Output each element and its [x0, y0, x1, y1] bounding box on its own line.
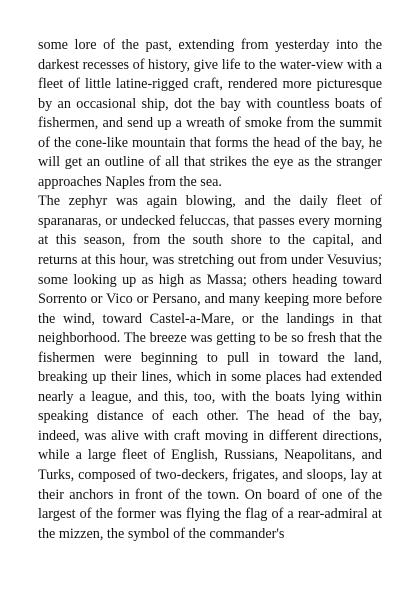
paragraph-1: some lore of the past, extending from yesterday into the darkest recesses of history, give life to the water-view with a fleet of little latine-rigged craft, rendered more picturesque by an occasional ship, dot the bay with countless boats of fishermen, and send up a wreath of smoke from the summit of the cone-like mountain that forms the head of the bay, he will get an outline of all that strikes the eye as the stranger approaches Naples from the sea. — [38, 37, 382, 190]
paragraph-2: The zephyr was again blowing, and the daily fleet of sparanaras, or undecked feluccas, that passes every morning at this season, from the south shore to the capital, and returns at this hour, was stretching out from under Vesuvius; some looking up as high as Massa; others heading toward Sorrento or Vico or Persano, and many keeping more before the wind, toward Castel-a-Mare, or the landings in that neighborhood. The breeze was getting to be so fresh that the fishermen were beginning to pull in toward the land, breaking up their lines, which in some places had extended nearly a league, and this, too, with the boats lying within speaking distance of each other. The head of the bay, indeed, was alive with craft moving in different directions, while a large fleet of English, Russians, Neapolitans, and Turks, composed of two-deckers, frigates, and sloops, lay at their anchors in front of the town. On board of one of the largest of the former was flying the flag of a rear-admiral at the mizzen, the symbol of the commander's — [38, 193, 382, 542]
page-text-block — [38, 36, 382, 544]
